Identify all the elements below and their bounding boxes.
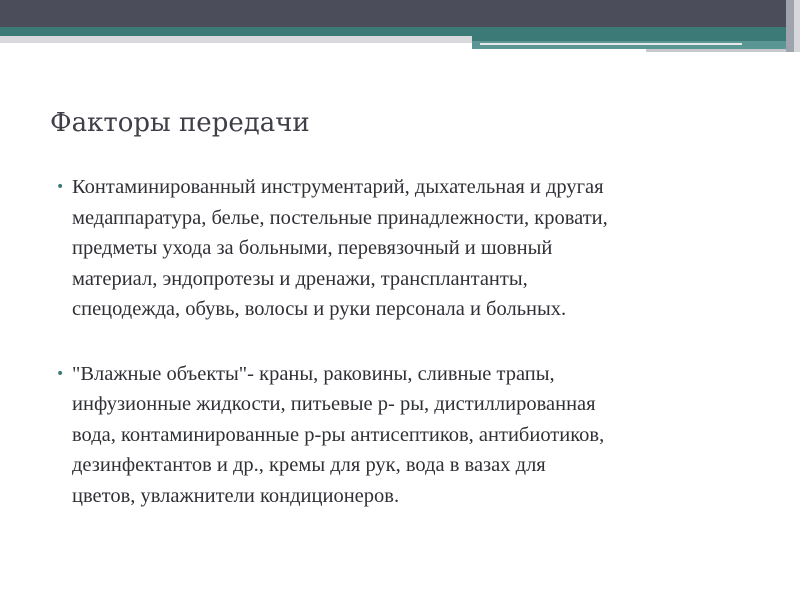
bullet-list <box>56 172 776 511</box>
bullet-line: "Влажные объекты"- краны, раковины, сливные трапы, <box>72 362 555 385</box>
bullet-line: предметы ухода за больными, перевязочный и шовный <box>72 237 553 259</box>
bullet-line: дезинфектантов и др., кремы для рук, вода в вазах для <box>72 454 546 476</box>
bullet-line: цветов, увлажнители кондиционеров. <box>72 484 400 507</box>
bullet-line: Контаминированный инструментарий, дыхательная и другая <box>72 176 604 198</box>
bullet-line: спецодежда, обувь, волосы и руки персонала и больных. <box>72 298 567 320</box>
header-band-light <box>0 36 472 43</box>
bullet-line: медаппаратура, белье, постельные принадлежности, кровати, <box>72 206 608 229</box>
header-band-line <box>480 43 742 45</box>
header-band-dark <box>0 0 786 27</box>
bullet-line: материал, эндопротезы и дренажи, трансплантанты, <box>72 267 528 290</box>
header-band-grey-strip <box>646 49 786 52</box>
header-corner-strip-light <box>794 0 800 52</box>
header-corner-strip <box>786 0 794 52</box>
bullet-icon: • <box>56 365 65 382</box>
bullet-line: инфузионные жидкости, питьевые р- ры, дистиллированная <box>72 393 596 415</box>
bullet-icon: • <box>56 179 65 195</box>
bullet-line: вода, контаминированные р-ры антисептиков, антибиотиков, <box>72 423 605 446</box>
slide-title: Факторы передачи <box>50 108 310 138</box>
bullet-item <box>56 172 776 325</box>
bullet-item <box>56 359 776 512</box>
